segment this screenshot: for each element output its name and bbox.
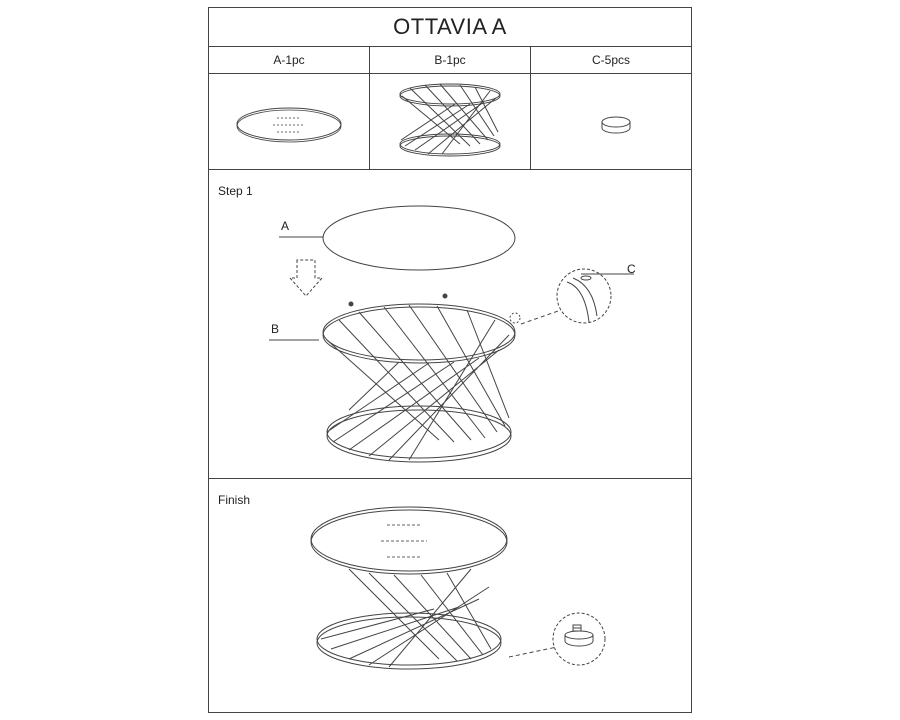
twisted-frame-base-icon xyxy=(370,74,531,170)
finish-section xyxy=(209,479,691,712)
bumper-pad-icon xyxy=(531,74,692,170)
part-a-cell xyxy=(209,74,370,169)
part-c-cell xyxy=(531,74,691,169)
step-1-section xyxy=(209,170,691,479)
step-1-label: Step 1 xyxy=(218,184,253,198)
assembly-sheet xyxy=(208,7,692,713)
down-arrow-icon xyxy=(290,260,322,296)
callout-c-label: C xyxy=(627,262,636,276)
part-b-label: B-1pc xyxy=(370,47,531,73)
finish-illustration xyxy=(209,479,693,712)
part-b-cell xyxy=(370,74,531,169)
finish-label: Finish xyxy=(218,493,251,507)
callout-b-label: B xyxy=(271,322,280,336)
glass-tabletop-icon xyxy=(209,74,370,170)
product-title: OTTAVIA A xyxy=(209,8,691,47)
parts-images-row xyxy=(209,74,691,170)
parts-header-row xyxy=(209,47,691,74)
part-c-label: C-5pcs xyxy=(591,53,630,67)
callout-a-label: A xyxy=(281,219,290,233)
step-1-illustration xyxy=(209,170,693,479)
glass-top-a xyxy=(323,206,515,270)
part-a-label: A-1pc xyxy=(209,47,370,73)
assembled-glass-top xyxy=(311,507,507,571)
